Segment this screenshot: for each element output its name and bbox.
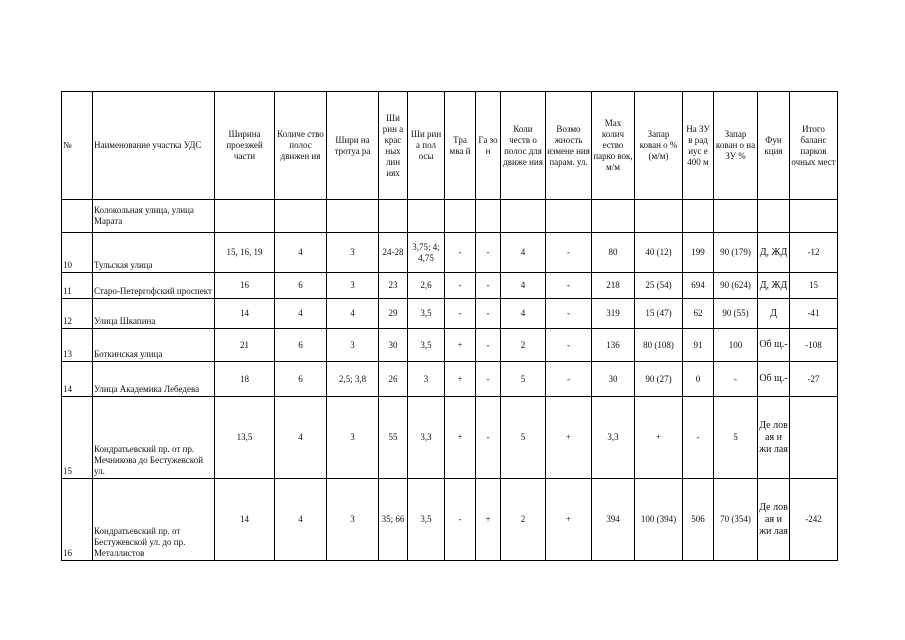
cell-lawn: -: [476, 273, 501, 299]
cell-tram: +: [445, 329, 476, 362]
cell-parked-on-land: 90 (624): [714, 273, 758, 299]
table-row: [62, 233, 838, 273]
table-body: [62, 92, 838, 561]
cell-carriageway-width: 18: [215, 362, 275, 397]
cell-param-change: -: [546, 362, 592, 397]
header-cell-lane-count: Количе ство полос движен ия: [275, 92, 327, 200]
cell-function: Д: [758, 299, 790, 329]
cell-max-parking: 218: [592, 273, 635, 299]
cell-section-name: Тульская улица: [93, 233, 215, 273]
cell-lane-width: 3,75; 4; 4,75: [408, 233, 445, 273]
cell-parked-percent: 90 (27): [635, 362, 683, 397]
header-cell-lane-width: Ши рин а пол осы: [408, 92, 445, 200]
cell-lane-count: 6: [275, 329, 327, 362]
cell-sidewalk-width: 3: [327, 479, 379, 561]
cell-section-name: Кондратьевский пр. от Бестужевской ул. до пр. Металлистов: [93, 479, 215, 561]
cell-lane-count: 4: [275, 233, 327, 273]
cell-number: 16: [62, 479, 93, 561]
cell-lane-count: 4: [275, 397, 327, 479]
cell-tram: +: [445, 362, 476, 397]
cell-lawn: -: [476, 397, 501, 479]
cell-number: 14: [62, 362, 93, 397]
cell-sidewalk-width: 3: [327, 329, 379, 362]
table-row: [62, 299, 838, 329]
cell-parked-percent: 25 (54): [635, 273, 683, 299]
cell-lane-count: 6: [275, 362, 327, 397]
cell-parked-on-land: 90 (179): [714, 233, 758, 273]
cell-lane-count: 4: [275, 479, 327, 561]
cell-lane-width: 3,5: [408, 329, 445, 362]
cell-number: 13: [62, 329, 93, 362]
cell-red-lines-width: 23: [379, 273, 408, 299]
cell-lane-width: 2,6: [408, 273, 445, 299]
cell-parked-on-land: 70 (354): [714, 479, 758, 561]
cell-land-radius: 199: [683, 233, 714, 273]
header-cell-balance: Итого баланс парков очных мест: [790, 92, 838, 200]
cell-param-change: +: [546, 479, 592, 561]
cell-function: Де лов ая и жи лая: [758, 397, 790, 479]
header-cell-parked-percent: Запар кован о % (м/м): [635, 92, 683, 200]
header-cell-function: Фун кция: [758, 92, 790, 200]
cell-tram: -: [445, 479, 476, 561]
cell-lawn: +: [476, 479, 501, 561]
cell-function: Де лов ая и жи лая: [758, 479, 790, 561]
header-cell-tram: Тра мва й: [445, 92, 476, 200]
cell-sidewalk-width: 4: [327, 299, 379, 329]
cell-max-parking: 394: [592, 479, 635, 561]
cell-carriageway-width: 15, 16, 19: [215, 233, 275, 273]
cell-section-name: Улица Академика Лебедева: [93, 362, 215, 397]
cell-land-radius: -: [683, 397, 714, 479]
cell-number: 12: [62, 299, 93, 329]
cell-tram: -: [445, 233, 476, 273]
cell-land-radius: 506: [683, 479, 714, 561]
cell-carriageway-width: 16: [215, 273, 275, 299]
cell-tram: +: [445, 397, 476, 479]
cell-red-lines-width: 29: [379, 299, 408, 329]
cell-param-change: -: [546, 299, 592, 329]
cell-traffic-lanes: 2: [501, 479, 546, 561]
cell-lane-count: 4: [275, 299, 327, 329]
cell-land-radius: 694: [683, 273, 714, 299]
cell-number: 15: [62, 397, 93, 479]
cell-balance: 15: [790, 273, 838, 299]
cell-carriageway-width: 14: [215, 479, 275, 561]
header-cell-carriageway-width: Ширина проезжей части: [215, 92, 275, 200]
cell-traffic-lanes: 4: [501, 299, 546, 329]
table-row: [62, 329, 838, 362]
cell-traffic-lanes: 2: [501, 329, 546, 362]
cell-section-name: Старо-Петергофский проспект: [93, 273, 215, 299]
cell-lawn: -: [476, 362, 501, 397]
cell-traffic-lanes: 5: [501, 362, 546, 397]
cell-function: Д, ЖД: [758, 273, 790, 299]
cell-parked-on-land: 100: [714, 329, 758, 362]
cell-red-lines-width: 35; 66: [379, 479, 408, 561]
cell-section-name: Улица Шкапина: [93, 299, 215, 329]
table-row: [62, 479, 838, 561]
cell-carriageway-width: 14: [215, 299, 275, 329]
section-number-cell: [62, 200, 93, 233]
cell-land-radius: 91: [683, 329, 714, 362]
table-row: [62, 362, 838, 397]
cell-lane-width: 3,3: [408, 397, 445, 479]
header-cell-max-parking: Max колич ество парко вок, м/м: [592, 92, 635, 200]
cell-lawn: -: [476, 329, 501, 362]
cell-lawn: -: [476, 233, 501, 273]
header-cell-lawn: Га зо н: [476, 92, 501, 200]
cell-sidewalk-width: 2,5; 3,8: [327, 362, 379, 397]
cell-function: Об щ.-: [758, 362, 790, 397]
header-cell-red-lines-width: Ши рин а крас ных лин иях: [379, 92, 408, 200]
cell-parked-on-land: 90 (55): [714, 299, 758, 329]
cell-traffic-lanes: 4: [501, 233, 546, 273]
cell-red-lines-width: 30: [379, 329, 408, 362]
header-cell-param-change: Возмо жность измене ния парам. ул.: [546, 92, 592, 200]
cell-carriageway-width: 13,5: [215, 397, 275, 479]
cell-tram: -: [445, 273, 476, 299]
cell-parked-percent: 15 (47): [635, 299, 683, 329]
cell-lane-width: 3,5: [408, 479, 445, 561]
cell-number: 11: [62, 273, 93, 299]
cell-lane-width: 3: [408, 362, 445, 397]
cell-red-lines-width: 26: [379, 362, 408, 397]
cell-section-name: Кондратьевский пр. от пр. Мечникова до Бестужевской ул.: [93, 397, 215, 479]
cell-traffic-lanes: 4: [501, 273, 546, 299]
cell-function: Д, ЖД: [758, 233, 790, 273]
cell-max-parking: 3,3: [592, 397, 635, 479]
cell-balance: -27: [790, 362, 838, 397]
cell-balance: -242: [790, 479, 838, 561]
header-cell-number: №: [62, 92, 93, 200]
cell-balance: -41: [790, 299, 838, 329]
cell-land-radius: 62: [683, 299, 714, 329]
cell-number: 10: [62, 233, 93, 273]
cell-lawn: -: [476, 299, 501, 329]
cell-max-parking: 30: [592, 362, 635, 397]
header-cell-sidewalk-width: Шири на тротуа ра: [327, 92, 379, 200]
cell-param-change: +: [546, 397, 592, 479]
cell-param-change: -: [546, 233, 592, 273]
cell-balance: -12: [790, 233, 838, 273]
cell-sidewalk-width: 3: [327, 233, 379, 273]
header-cell-parked-on-land: Запар кован о на ЗУ %: [714, 92, 758, 200]
cell-max-parking: 319: [592, 299, 635, 329]
table-row: [62, 397, 838, 479]
header-cell-land-radius: На ЗУ в рад иус е 400 м: [683, 92, 714, 200]
cell-balance: [790, 397, 838, 479]
cell-tram: -: [445, 299, 476, 329]
section-name: Колокольная улица, улица Марата: [93, 200, 215, 233]
cell-param-change: -: [546, 329, 592, 362]
cell-land-radius: 0: [683, 362, 714, 397]
parking-balance-table: [61, 91, 838, 561]
cell-parked-percent: 80 (108): [635, 329, 683, 362]
cell-parked-on-land: 5: [714, 397, 758, 479]
cell-lane-count: 6: [275, 273, 327, 299]
table-row: [62, 273, 838, 299]
cell-sidewalk-width: 3: [327, 273, 379, 299]
cell-parked-on-land: -: [714, 362, 758, 397]
cell-parked-percent: 100 (394): [635, 479, 683, 561]
cell-function: Об щ.-: [758, 329, 790, 362]
cell-carriageway-width: 21: [215, 329, 275, 362]
cell-traffic-lanes: 5: [501, 397, 546, 479]
cell-max-parking: 80: [592, 233, 635, 273]
section-row: [62, 200, 838, 233]
cell-red-lines-width: 55: [379, 397, 408, 479]
cell-balance: -108: [790, 329, 838, 362]
cell-max-parking: 136: [592, 329, 635, 362]
cell-parked-percent: 40 (12): [635, 233, 683, 273]
cell-sidewalk-width: 3: [327, 397, 379, 479]
header-row: [62, 92, 838, 200]
header-cell-traffic-lanes: Коли честв о полос для движе ния: [501, 92, 546, 200]
cell-parked-percent: +: [635, 397, 683, 479]
header-cell-section-name: Наименование участка УДС: [93, 92, 215, 200]
cell-param-change: -: [546, 273, 592, 299]
cell-section-name: Боткинская улица: [93, 329, 215, 362]
cell-lane-width: 3,5: [408, 299, 445, 329]
cell-red-lines-width: 24-28: [379, 233, 408, 273]
